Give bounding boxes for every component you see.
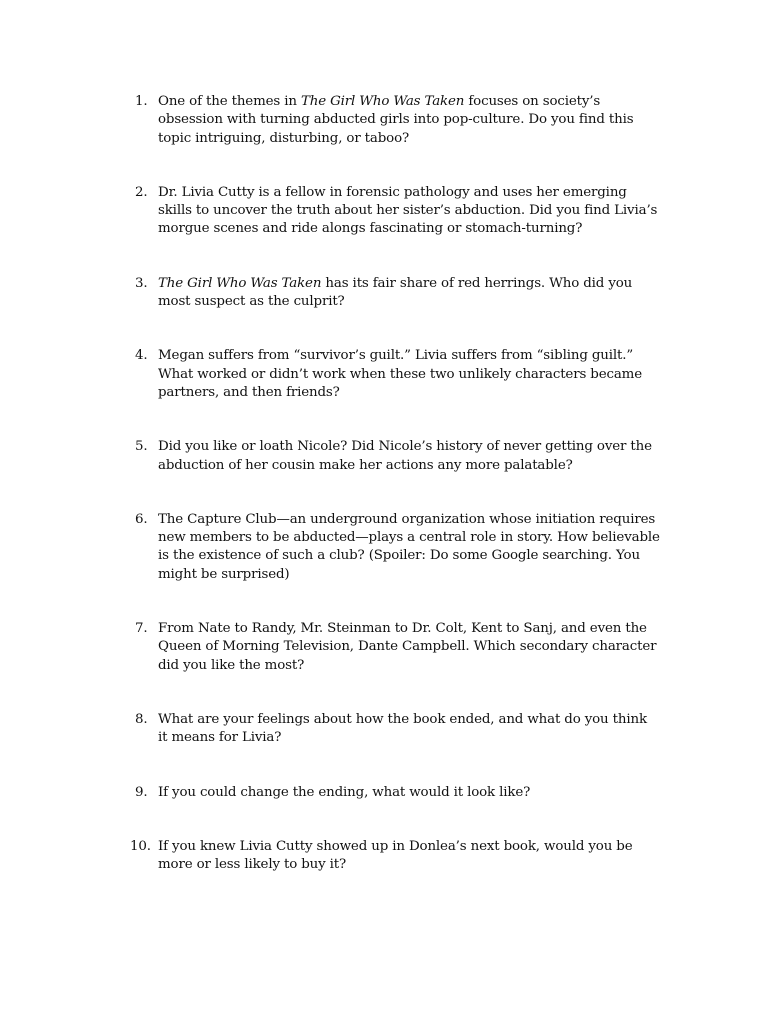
question-number: 3. [135, 275, 148, 291]
question-number: 9. [135, 784, 148, 800]
question-text [158, 621, 656, 673]
question-item [130, 93, 660, 148]
discussion-question-list [130, 93, 660, 910]
question-text-segment: What are your feelings about how the book ended, and what do you think it means for Livia? [158, 711, 647, 746]
question-item [130, 511, 660, 584]
question-text-segment: The Capture Club—an underground organization whose initiation requires new members to be abducted—plays a central role in story. How believable is the existence of such a club? (Spoiler: Do some Google searching. You might be surprised) [158, 511, 660, 582]
question-text [158, 185, 657, 237]
question-item [130, 347, 660, 402]
question-text-segment: If you knew Livia Cutty showed up in Donlea’s next book, would you be more or less likely to buy it? [158, 838, 633, 873]
question-number: 6. [135, 511, 148, 527]
question-number: 5. [135, 439, 148, 455]
book-title-italic: The Girl Who Was Taken [300, 94, 465, 109]
question-text [158, 439, 652, 472]
question-text-segment: focuses on society’s obsession with turning abducted girls into pop-culture. Do you find this topic intriguing, disturbing, or taboo? [158, 94, 634, 146]
question-text-segment: has its fair share of red herrings. Who did you most suspect as the culprit? [158, 275, 633, 310]
question-item [130, 620, 660, 675]
question-item [130, 711, 660, 748]
question-number: 1. [135, 94, 148, 109]
question-text [158, 712, 647, 745]
question-text-segment: If you could change the ending, what would it look like? [158, 784, 531, 800]
question-text [158, 512, 660, 582]
question-item [130, 184, 660, 239]
question-item [130, 438, 660, 475]
question-number: 7. [135, 621, 148, 637]
question-text [158, 94, 633, 146]
question-number: 4. [135, 348, 148, 364]
question-text [158, 839, 632, 872]
question-number: 2. [135, 184, 148, 200]
question-text [158, 348, 642, 400]
question-text [158, 276, 632, 309]
question-item [130, 838, 660, 875]
question-text [158, 785, 530, 800]
question-text-segment: From Nate to Randy, Mr. Steinman to Dr. Colt, Kent to Sanj, and even the Queen of Morning Television, Dante Campbell. Which secondary character did you like the most? [158, 621, 657, 673]
question-item [130, 784, 660, 802]
question-text-segment: Dr. Livia Cutty is a fellow in forensic pathology and uses her emerging skills to uncover the truth about her sister’s abduction. Did you find Livia’s morgue scenes and ride alongs fascinating or stomach-turning? [158, 184, 658, 237]
question-item [130, 275, 660, 312]
book-title-italic: The Girl Who Was Taken [158, 275, 322, 291]
question-number: 8. [135, 711, 148, 727]
question-text-segment: Did you like or loath Nicole? Did Nicole’s history of never getting over the abduction of her cousin make her actions any more palatable? [158, 439, 652, 473]
question-text-segment: One of the themes in [158, 94, 301, 109]
question-number: 10. [130, 838, 151, 854]
question-text-segment: Megan suffers from “survivor’s guilt.” Livia suffers from “sibling guilt.” What worked or didn’t work when these two unlikely characters became partners, and then friends? [158, 348, 642, 400]
